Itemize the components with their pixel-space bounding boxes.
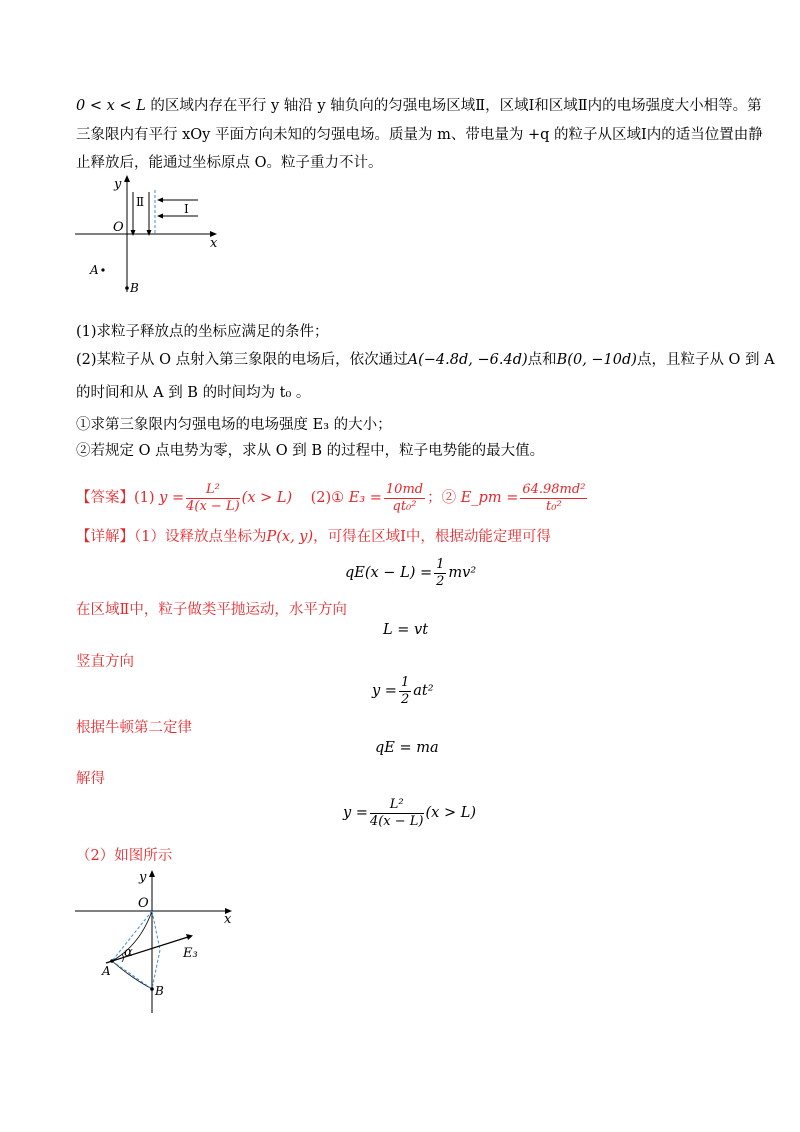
answer1-denominator: 4(x − L) — [186, 498, 240, 514]
q2-text-b: 点和 — [527, 352, 557, 368]
intro-line-2: 三象限内有平行 xOy 平面方向未知的匀强电场。质量为 m、带电量为 +q 的粒子从区域Ⅰ内的适当位置由静 — [76, 127, 763, 143]
intro-line-3: 止释放后，能通过坐标原点 O。粒子重力不计。 — [76, 155, 383, 171]
eq1-denominator: 2 — [436, 573, 445, 589]
fig2-point-a-label: A — [102, 964, 111, 978]
fig1-origin-label: O — [113, 220, 124, 235]
q2-text-c: 点，且粒子从 O 到 A — [636, 352, 775, 368]
e3-arrow — [186, 934, 193, 940]
equation-1 — [345, 555, 476, 591]
fig1-point-a — [101, 268, 104, 271]
fig2-point-a — [110, 959, 114, 963]
equation-3 — [372, 673, 434, 709]
e3-field-line — [106, 937, 188, 963]
answer3-fraction — [520, 482, 587, 515]
intro-line-1-text: 的区域内存在平行 y 轴沿 y 轴负向的匀强电场区域Ⅱ，区域Ⅰ和区域Ⅱ内的电场强度大小相等。第 — [145, 98, 762, 114]
answer-separator: ；② — [427, 490, 457, 506]
eq5-numerator: L² — [370, 797, 424, 814]
fig1-y-label: y — [114, 177, 122, 192]
answer1-fraction — [186, 482, 240, 515]
fig2-y-label: y — [139, 870, 147, 885]
q2-point-a: A(−4.8d, −6.4d) — [407, 352, 528, 368]
answer-line — [76, 480, 726, 516]
answer2-fraction — [384, 482, 425, 515]
question-2-line-1 — [76, 348, 775, 372]
region1-label: Ⅰ — [184, 202, 189, 216]
answer-part1-prefix: (1) — [134, 490, 155, 506]
eq1-fraction — [434, 557, 446, 590]
detail-label: 【详解】 — [76, 529, 134, 545]
answer2-denominator: qt₀² — [392, 498, 417, 514]
eq3-rhs: at² — [413, 683, 434, 699]
equation-5 — [343, 795, 476, 831]
answer1-lhs: y = — [159, 490, 185, 506]
equation-2: L = vt — [383, 622, 429, 638]
region2-label: Ⅱ — [136, 195, 145, 209]
q2-text-a: (2)某粒子从 O 点射入第三象限的电场后，依次通过 — [76, 352, 408, 368]
detail-text-3: 竖直方向 — [76, 654, 134, 670]
answer-label: 【答案】 — [76, 490, 134, 506]
detail-text-2: 在区域Ⅱ中，粒子做类平抛运动，水平方向 — [76, 602, 347, 618]
region1-arrow-1 — [157, 198, 163, 203]
answer-part2-prefix: (2)① — [310, 490, 345, 506]
fig1-point-b-label: B — [130, 281, 139, 295]
eq5-denominator: 4(x − L) — [369, 813, 424, 829]
answer2-numerator: 10md — [385, 481, 424, 497]
detail-intro-b: ，可得在区域Ⅰ中，根据动能定理可得 — [313, 529, 551, 545]
answer2-lhs: E₃ = — [348, 490, 382, 506]
eq1-numerator: 1 — [436, 556, 445, 572]
intro-line-1 — [76, 94, 762, 118]
figure-2 — [70, 865, 240, 1015]
sub-question-2: ②若规定 O 点电势为零，求从 O 到 B 的过程中，粒子电势能的最大值。 — [76, 443, 545, 459]
eq3-fraction — [399, 675, 411, 708]
region-inequality: 0 < x < L — [76, 98, 146, 114]
eq3-denominator: 2 — [400, 691, 410, 707]
answer3-numerator: 64.98md² — [522, 481, 586, 497]
fig2-point-b — [150, 987, 154, 991]
alpha-label: α — [124, 945, 133, 960]
fig2-point-b-label: B — [155, 984, 164, 998]
y-axis-arrow — [124, 175, 130, 182]
fig1-point-a-label: A — [90, 263, 99, 277]
sub-question-1: ①求第三象限内匀强电场的电场强度 E₃ 的大小； — [76, 417, 392, 433]
fig2-y-axis-arrow — [149, 870, 155, 877]
detail-intro — [76, 525, 726, 549]
eq1-rhs: mv² — [448, 565, 477, 581]
fig2-x-label: x — [224, 912, 232, 927]
eq3-lhs: y = — [372, 683, 397, 699]
eq5-fraction — [370, 797, 424, 830]
region2-arrow-1 — [131, 230, 136, 236]
figure-1 — [70, 172, 230, 302]
detail-point-p: P(x, y) — [266, 529, 314, 545]
q2-point-b: B(0, −10d) — [556, 352, 637, 368]
region1-arrow-2 — [157, 214, 163, 219]
equation-4: qE = ma — [375, 740, 439, 756]
dashed-a-to-b — [112, 961, 152, 989]
detail-text-5: 解得 — [76, 771, 105, 787]
answer3-denominator: t₀² — [546, 498, 562, 514]
detail-text-6: （2）如图所示 — [76, 848, 173, 864]
eq5-lhs: y = — [343, 805, 368, 821]
eq3-numerator: 1 — [400, 674, 410, 690]
answer1-numerator: L² — [186, 482, 240, 499]
dashed-o-to-mid — [152, 911, 160, 950]
fig1-x-label: x — [210, 236, 218, 251]
question-1: (1)求粒子释放点的坐标应满足的条件； — [76, 324, 329, 340]
answer1-condition: (x > L) — [241, 490, 293, 506]
eq5-condition: (x > L) — [425, 805, 476, 821]
e3-label: E₃ — [183, 946, 198, 961]
fig2-origin-label: O — [138, 896, 149, 911]
region2-arrow-2 — [147, 230, 152, 236]
fig1-point-b — [125, 286, 129, 290]
detail-intro-a: （1）设释放点坐标为 — [134, 529, 267, 545]
question-2-line-2: 的时间和从 A 到 B 的时间均为 t₀ 。 — [76, 385, 311, 401]
detail-text-4: 根据牛顿第二定律 — [76, 720, 192, 736]
answer3-lhs: E_pm = — [460, 490, 519, 506]
eq1-lhs: qE(x − L) = — [345, 565, 433, 581]
